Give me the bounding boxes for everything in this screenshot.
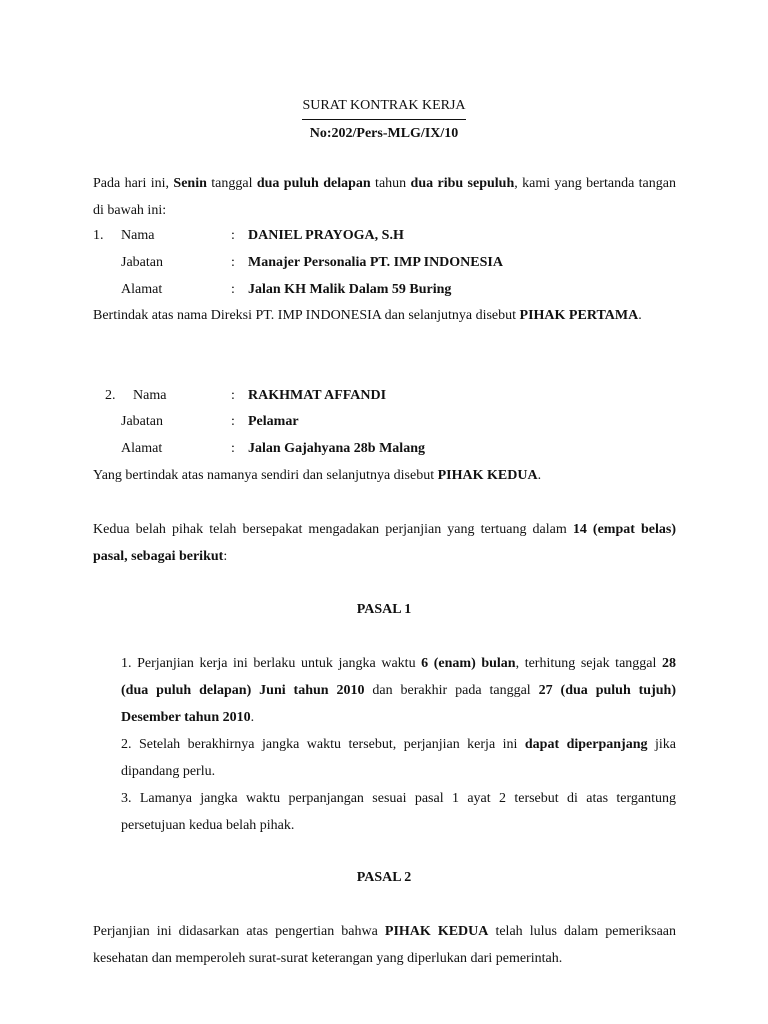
pasal1-item2: [121, 731, 676, 785]
party1-name-row: [93, 223, 676, 249]
party1-address-value: Jalan KH Malik Dalam 59 Buring: [248, 282, 452, 297]
party2-position-label: Jabatan: [121, 414, 163, 429]
party2-number: 2.: [105, 388, 116, 403]
party2-position-row: [93, 409, 676, 435]
pasal1-item1: [121, 650, 676, 731]
party1-name-label: Nama: [121, 228, 155, 243]
agreement-paragraph: [93, 516, 676, 570]
party2-statement-end: .: [537, 468, 542, 483]
pasal1-item1-end: .: [250, 710, 255, 725]
pasal1-item1-duration: 6 (enam) bulan: [421, 656, 516, 671]
opening-day: Senin: [173, 176, 207, 191]
party2-address-row: [93, 436, 676, 462]
opening-paragraph: [93, 170, 676, 224]
document-title: SURAT KONTRAK KERJA: [302, 92, 465, 120]
opening-text-4: , kami yang bertanda tangan di bawah ini:: [93, 176, 676, 218]
party1-number: 1.: [93, 228, 104, 243]
pasal1-item1-start-date: 28 (dua puluh delapan) Juni tahun 2010: [121, 656, 676, 698]
party1-address-label: Alamat: [121, 282, 163, 297]
party2-name-value: RAKHMAT AFFANDI: [248, 388, 387, 403]
pasal1-item1-text-a: 1. Perjanjian kerja ini berlaku untuk jangka waktu: [121, 656, 422, 671]
opening-text-2: tanggal: [206, 176, 257, 191]
party1-statement: [93, 302, 676, 329]
party2-statement: [93, 462, 676, 489]
party2-address-colon: :: [231, 441, 235, 456]
party2-name-label: Nama: [133, 388, 167, 403]
pasal1-item1-end-date: 27 (dua puluh tujuh) Desember tahun 2010: [121, 683, 676, 725]
party2-name-row: [93, 383, 676, 409]
pasal1-item2-extendable: dapat diperpanjang: [524, 737, 648, 752]
pasal1-item1-text-e: dan berakhir pada tanggal: [364, 683, 539, 698]
pasal1-item1-text-c: , terhitung sejak tanggal: [515, 656, 662, 671]
party2-designation: PIHAK KEDUA: [437, 468, 538, 483]
pasal2-paragraph: [93, 918, 676, 972]
party2-position-value: Pelamar: [248, 414, 299, 429]
pasal2-title: PASAL 2: [356, 870, 412, 885]
agreement-end: :: [223, 549, 228, 564]
document-number: No:202/Pers-MLG/IX/10: [309, 126, 459, 141]
opening-year: dua ribu sepuluh: [410, 176, 515, 191]
agreement-text: Kedua belah pihak telah bersepakat mengadakan perjanjian yang tertuang dalam: [93, 522, 573, 537]
party1-address-row: [93, 277, 676, 303]
party1-position-colon: :: [231, 255, 235, 270]
pasal1-title: PASAL 1: [356, 602, 412, 617]
party1-designation: PIHAK PERTAMA: [519, 308, 639, 323]
opening-text-3: tahun: [370, 176, 411, 191]
opening-date: dua puluh delapan: [256, 176, 371, 191]
pasal1-item3: 3. Lamanya jangka waktu perpanjangan sesuai pasal 1 ayat 2 tersebut di atas tergantung persetujuan kedua belah pihak.: [121, 791, 676, 833]
pasal2-text-a: Perjanjian ini didasarkan atas pengertian bahwa: [93, 924, 385, 939]
pasal1-item2-text-a: 2. Setelah berakhirnya jangka waktu tersebut, perjanjian kerja ini: [121, 737, 525, 752]
party1-position-row: [93, 250, 676, 276]
agreement-count: 14 (empat belas) pasal, sebagai berikut: [93, 522, 676, 564]
party1-name-colon: :: [231, 228, 235, 243]
pasal2-party: PIHAK KEDUA: [384, 924, 489, 939]
document-header: [0, 92, 768, 147]
party1-statement-end: .: [638, 308, 642, 323]
pasal2-text-c: telah lulus dalam pemeriksaan kesehatan dan memperoleh surat-surat keterangan yang diperlukan dari pemerintah.: [93, 924, 677, 966]
party2-address-label: Alamat: [121, 441, 163, 456]
party2-position-colon: :: [231, 414, 235, 429]
party2-name-colon: :: [231, 388, 235, 403]
party2-statement-text: Yang bertindak atas namanya sendiri dan selanjutnya disebut: [93, 468, 438, 483]
party1-address-colon: :: [231, 282, 235, 297]
pasal1-item2-text-c: jika dipandang perlu.: [121, 737, 676, 779]
party1-statement-text: Bertindak atas nama Direksi PT. IMP INDONESIA dan selanjutnya disebut: [93, 308, 520, 323]
opening-text-1: Pada hari ini,: [93, 176, 174, 191]
party2-address-value: Jalan Gajahyana 28b Malang: [248, 441, 425, 456]
party1-position-label: Jabatan: [121, 255, 163, 270]
party1-position-value: Manajer Personalia PT. IMP INDONESIA: [248, 255, 503, 270]
party1-name-value: DANIEL PRAYOGA, S.H: [248, 228, 404, 243]
